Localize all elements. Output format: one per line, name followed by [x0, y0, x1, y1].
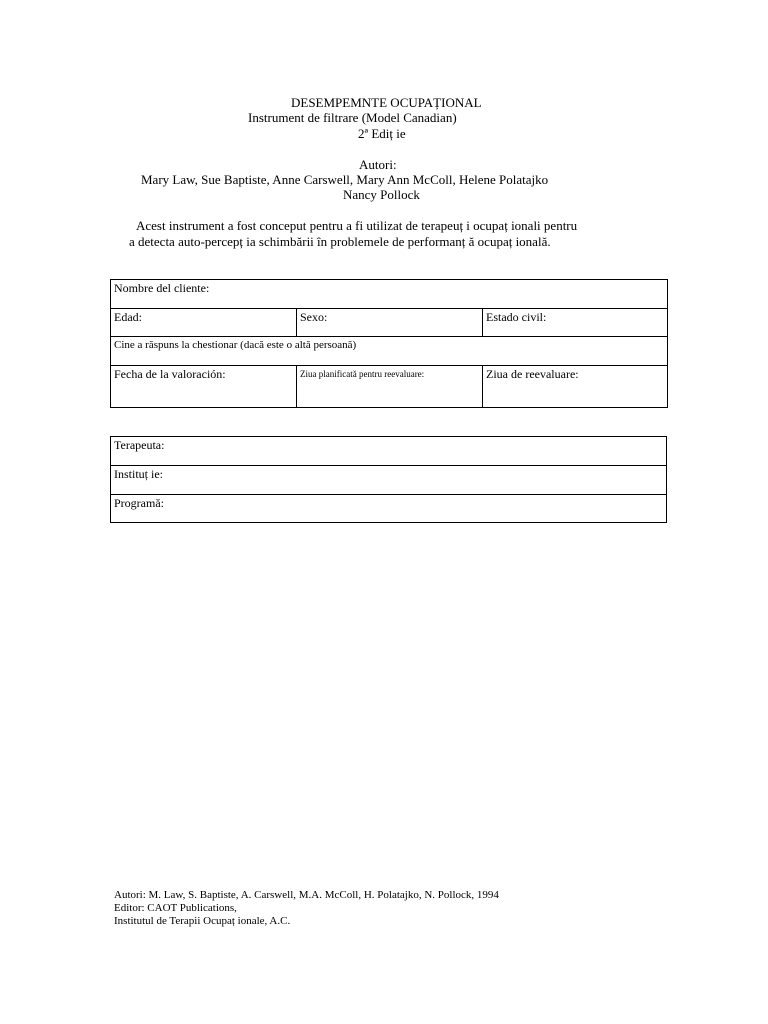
footer-editor: Editor: CAOT Publications, [114, 902, 237, 914]
program-label: Programă: [114, 496, 164, 510]
footer-authors: Autori: M. Law, S. Baptiste, A. Carswell, M.A. McColl, H. Polatajko, N. Pollock, 1994 [114, 889, 499, 901]
therapist-field[interactable] [111, 437, 667, 466]
authors-line: Nancy Pollock [343, 187, 420, 202]
client-name-label: Nombre del cliente: [114, 281, 210, 295]
intro-text: Acest instrument a fost conceput pentru a fi utilizat de terapeuț i ocupaț ionali pentru [136, 218, 578, 233]
respondent-field[interactable] [111, 337, 668, 366]
program-field[interactable] [111, 495, 667, 523]
document-title: DESEMPEMNTE OCUPAȚIONAL [291, 95, 482, 110]
client-name-field[interactable] [111, 280, 668, 309]
civil-status-field[interactable] [483, 309, 668, 337]
footer-credits [114, 889, 499, 928]
sex-field[interactable] [297, 309, 483, 337]
age-label: Edad: [114, 310, 142, 324]
document-subtitle: Instrument de filtrare (Model Canadian) [248, 110, 457, 125]
institution-field[interactable] [111, 466, 667, 495]
therapist-label: Terapeuta: [114, 438, 165, 452]
footer-institute: Institutul de Terapii Ocupaț ionale, A.C. [114, 915, 291, 927]
assessment-date-field[interactable] [111, 366, 297, 408]
age-field[interactable] [111, 309, 297, 337]
civil-status-label: Estado civil: [486, 310, 547, 324]
reassessment-day-field[interactable] [483, 366, 668, 408]
authors-label: Autori: [359, 157, 397, 172]
client-info-form [110, 279, 668, 408]
authors-line: Mary Law, Sue Baptiste, Anne Carswell, Mary Ann McColl, Helene Polatajko [141, 172, 549, 187]
edition-label: 2ª Ediț ie [358, 126, 406, 141]
sex-label: Sexo: [300, 310, 328, 324]
respondent-label: Cine a răspuns la chestionar (dacă este o altă persoană) [114, 339, 357, 351]
institution-label: Instituț ie: [114, 467, 163, 481]
reassessment-day-label: Ziua de reevaluare: [486, 367, 579, 381]
planned-reassessment-label: Ziua planificată pentru reevaluare: [300, 369, 425, 379]
therapist-info-form [110, 436, 667, 523]
assessment-date-label: Fecha de la valoración: [114, 367, 226, 381]
intro-text: a detecta auto-percepț ia schimbării în problemele de performanț ă ocupaț ională. [129, 234, 551, 249]
planned-reassessment-field[interactable] [297, 366, 483, 408]
